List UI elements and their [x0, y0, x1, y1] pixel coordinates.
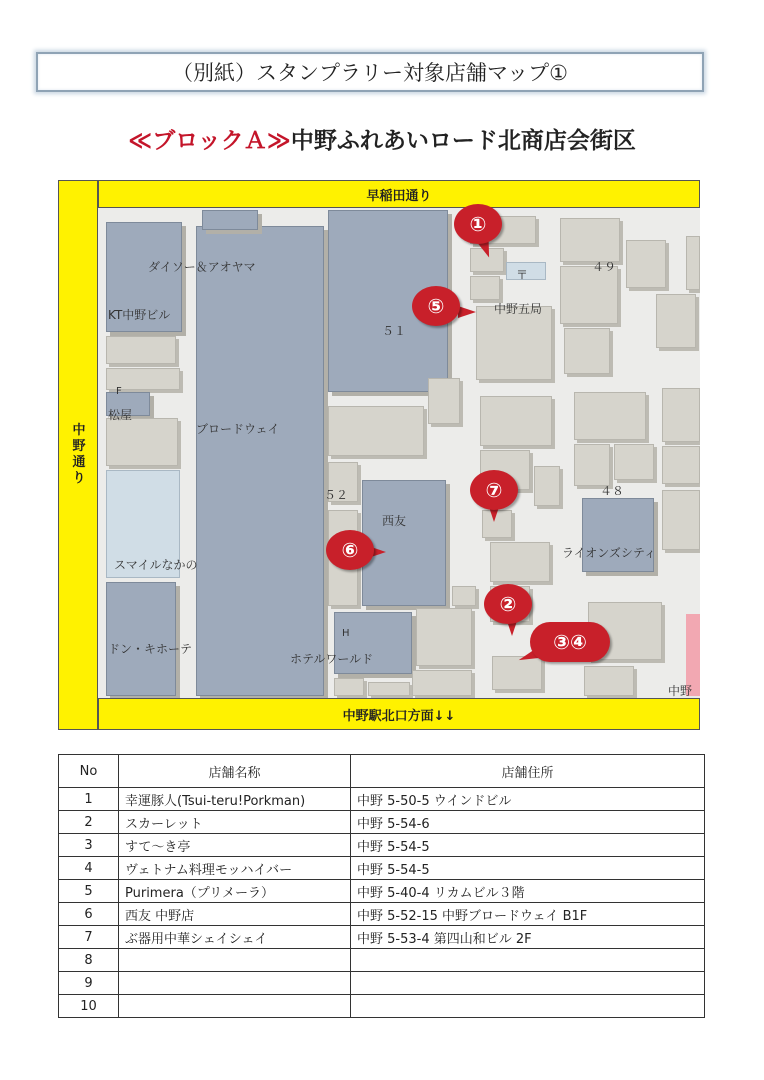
- building: [106, 582, 176, 696]
- row-no: 3: [59, 834, 119, 857]
- building: [656, 294, 696, 348]
- row-no: 8: [59, 949, 119, 972]
- row-shop-address: [351, 972, 705, 995]
- table-row: [59, 972, 705, 995]
- label-smile-nakano: スマイルなかの: [114, 558, 198, 572]
- building: [564, 328, 610, 374]
- marker-number: ①: [469, 212, 487, 236]
- building: [368, 682, 410, 696]
- store-map: [58, 180, 700, 730]
- label-matsuya: 松屋: [108, 408, 133, 422]
- post-symbol: 〒: [516, 268, 529, 282]
- row-no: 5: [59, 880, 119, 903]
- shop-marker-3-4[interactable]: [530, 622, 610, 662]
- building: [614, 444, 654, 480]
- row-shop-address: 中野 5-54-5: [351, 834, 705, 857]
- label-nakano: 中野: [668, 684, 693, 698]
- broadway-building: [196, 226, 324, 696]
- label-broadway: ブロードウェイ: [196, 422, 280, 436]
- block-name: ≪ブロックＡ≫: [128, 128, 291, 154]
- header-shop-name: 店舗名称: [119, 755, 351, 788]
- building: [452, 586, 476, 606]
- label-block-48: ４８: [600, 484, 625, 498]
- building: [202, 210, 258, 230]
- road-left-char: 通: [72, 455, 86, 470]
- label-block-52: ５２: [324, 488, 349, 502]
- building: [662, 490, 700, 550]
- marker-pointer: [458, 306, 476, 318]
- row-shop-address: 中野 5-40-4 リカムビル３階: [351, 880, 705, 903]
- row-no: 1: [59, 788, 119, 811]
- label-daiso: ダイソー＆アオヤマ: [148, 260, 256, 274]
- row-no: 9: [59, 972, 119, 995]
- seiyu-building: [362, 480, 446, 606]
- row-shop-name: スカーレット: [119, 811, 351, 834]
- row-no: 10: [59, 995, 119, 1018]
- building: [574, 392, 646, 440]
- row-no: 2: [59, 811, 119, 834]
- shop-marker-1[interactable]: [454, 204, 502, 244]
- row-shop-address: [351, 949, 705, 972]
- marker-number: ⑥: [341, 538, 359, 562]
- shop-table: [58, 754, 705, 1018]
- building: [662, 388, 700, 442]
- road-waseda-dori: 早稲田通り: [98, 180, 700, 208]
- label-seiyu: 西友: [382, 514, 407, 528]
- label-hotel-world: ホテルワールド: [290, 652, 374, 666]
- row-shop-name: ヴェトナム料理モッハイバー: [119, 857, 351, 880]
- shop-marker-2[interactable]: [484, 584, 532, 624]
- shop-marker-7[interactable]: [470, 470, 518, 510]
- row-no: 4: [59, 857, 119, 880]
- table-row: [59, 926, 705, 949]
- marker-number: ②: [499, 592, 517, 616]
- building: [686, 236, 700, 290]
- building: [106, 418, 178, 466]
- building: [534, 466, 560, 506]
- row-shop-address: 中野 5-54-6: [351, 811, 705, 834]
- row-shop-address: 中野 5-53-4 第四山和ビル 2F: [351, 926, 705, 949]
- shop-marker-5[interactable]: [412, 286, 460, 326]
- building: [584, 666, 634, 696]
- row-shop-address: 中野 5-54-5: [351, 857, 705, 880]
- table-header-row: [59, 755, 705, 788]
- table-row: [59, 903, 705, 926]
- label-lions-city: ライオンズシティ: [562, 546, 656, 560]
- building: [416, 608, 472, 666]
- row-no: 7: [59, 926, 119, 949]
- building: [560, 218, 620, 262]
- road-left-char: 中: [72, 423, 86, 438]
- row-shop-name: ぶ器用中華シェイシェイ: [119, 926, 351, 949]
- shop-marker-6[interactable]: [326, 530, 374, 570]
- road-to-nakano-station: 中野駅北口方面↓↓: [98, 698, 700, 730]
- block-subtitle: [0, 122, 764, 155]
- table-row: [59, 834, 705, 857]
- label-nakano-post: 中野五局: [494, 302, 543, 316]
- table-row: [59, 811, 705, 834]
- table-row: [59, 880, 705, 903]
- label-donki: ドン・キホーテ: [108, 642, 193, 656]
- h-symbol: H: [342, 628, 350, 639]
- row-no: 6: [59, 903, 119, 926]
- row-shop-name: すて～き亭: [119, 834, 351, 857]
- row-shop-name: [119, 972, 351, 995]
- label-block-49: ４９: [592, 260, 617, 274]
- row-shop-address: 中野 5-50-5 ウインドビル: [351, 788, 705, 811]
- building: [480, 396, 552, 446]
- street-name: 中野ふれあいロード北商店会街区: [290, 128, 636, 154]
- table-row: [59, 949, 705, 972]
- f-symbol: F: [116, 386, 122, 397]
- building: [412, 670, 472, 696]
- building: [328, 406, 424, 456]
- row-shop-name: 幸運豚人(Tsui-teru!Porkman): [119, 788, 351, 811]
- row-shop-name: Purimera（プリメーラ）: [119, 880, 351, 903]
- building: [470, 276, 500, 300]
- building: [106, 336, 176, 364]
- row-shop-address: 中野 5-52-15 中野ブロードウェイ B1F: [351, 903, 705, 926]
- map-area: [106, 210, 700, 696]
- building: [476, 306, 552, 380]
- row-shop-address: [351, 995, 705, 1018]
- building: [428, 378, 460, 424]
- road-left-char: 野: [72, 439, 86, 454]
- row-shop-name: 西友 中野店: [119, 903, 351, 926]
- page-title: （別紙）スタンプラリー対象店舗マップ①: [36, 52, 704, 92]
- marker-number: ⑦: [485, 478, 503, 502]
- table-row: [59, 857, 705, 880]
- row-shop-name: [119, 995, 351, 1018]
- marker-number: ⑤: [427, 294, 445, 318]
- table-row: [59, 995, 705, 1018]
- building: [626, 240, 666, 288]
- header-shop-address: 店舗住所: [351, 755, 705, 788]
- building: [574, 444, 610, 486]
- building: [334, 678, 364, 696]
- table-row: [59, 788, 705, 811]
- row-shop-name: [119, 949, 351, 972]
- marker-number: ③④: [553, 630, 587, 654]
- building: [662, 446, 700, 484]
- road-left-char: り: [72, 471, 86, 486]
- header-no: No: [59, 755, 119, 788]
- road-nakano-dori: [58, 180, 98, 730]
- label-block-51: ５１: [382, 324, 407, 338]
- label-kt-building: KT中野ビル: [108, 308, 171, 322]
- building: [490, 542, 550, 582]
